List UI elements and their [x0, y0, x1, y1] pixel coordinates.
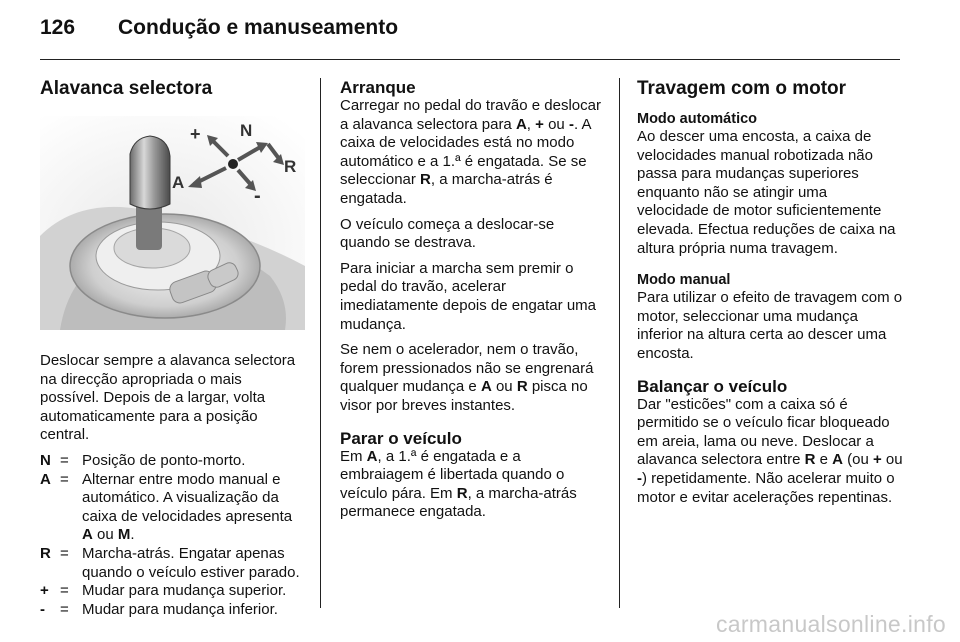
definition-separator: =: [60, 544, 69, 562]
definition-key: A: [40, 470, 51, 488]
definition-text: Mudar para mudança inferior.: [82, 600, 278, 618]
definition-key: -: [40, 600, 45, 618]
definition-separator: =: [60, 470, 69, 488]
definition-row: [40, 545, 305, 582]
column-divider-1: [320, 78, 321, 608]
definition-text: Alternar entre modo manual e automático. A visualização da caixa de velocidades apresenta A ou M.: [82, 470, 293, 544]
column-engine-braking: [637, 78, 903, 514]
definition-row: [40, 601, 305, 620]
label-a: A: [172, 173, 185, 192]
start-paragraph-1: Carregar no pedal do travão e deslocar a alavanca selectora para A, + ou -. A caixa de velocidades está no modo automático e a 1.ª é engatada. Se se seleccionar R, a marcha-atrás é engatada.: [340, 97, 601, 207]
rocking-paragraph: Dar "esticões" com a caixa só é permitido se o veículo ficar bloqueado em areia, lama ou neve. Deslocar a alavanca selectora entre R e A (ou + ou -) repetidamente. Não acelerar muito o motor e evitar acelerações repentinas.: [637, 395, 903, 506]
definition-separator: =: [60, 451, 69, 469]
stop-paragraph: Em A, a 1.ª é engatada e a embraiagem é libertada quando o veículo pára. Em R, a marcha-atrás permanece engatada.: [340, 447, 577, 521]
column-divider-2: [619, 78, 620, 608]
start-paragraph-3: Para iniciar a marcha sem premir o pedal do travão, acelerar imediatamente depois de engatar uma mudança.: [340, 259, 596, 333]
heading-stop: Parar o veículo: [340, 428, 462, 448]
column-selector-lever: [40, 78, 305, 619]
definition-text: Marcha-atrás. Engatar apenas quando o veículo estiver parado.: [82, 544, 300, 581]
definition-text: Posição de ponto-morto.: [82, 451, 246, 469]
label-minus: -: [254, 185, 261, 207]
page-header: [40, 16, 900, 48]
heading-rocking: Balançar o veículo: [637, 376, 788, 396]
intro-paragraph: Deslocar sempre a alavanca selectora na direcção apropriada o mais possível. Depois de a largar, volta automaticamente para a posição central.: [40, 352, 296, 444]
label-plus: +: [190, 124, 201, 144]
definition-separator: =: [60, 582, 69, 600]
definition-key: +: [40, 582, 49, 600]
column-start-stop: [340, 78, 605, 529]
manual-mode-paragraph: Para utilizar o efeito de travagem com o motor, seleccionar uma mudança inferior na altura certa ao descer uma encosta.: [637, 289, 903, 362]
start-paragraph-2: O veículo começa a deslocar-se quando se destrava.: [340, 215, 555, 252]
definition-separator: =: [60, 600, 69, 618]
auto-mode-paragraph: Ao descer uma encosta, a caixa de velocidades manual robotizada não passa para mudanças superiores enquanto não se atingir uma velocidade de motor suficientemente elevada. Efectua reduções de caixa na altura própria numa travagem.: [637, 128, 896, 257]
section-title-engine-braking: Travagem com o motor: [637, 78, 847, 99]
definition-row: [40, 582, 305, 601]
start-paragraph-4: Se nem o acelerador, nem o travão, forem pressionados não se engrenará qualquer mudança e A ou R pisca no visor por breves instantes.: [340, 341, 594, 414]
definition-key: N: [40, 451, 51, 469]
chapter-title: Condução e manuseamento: [118, 16, 399, 39]
header-divider: [40, 59, 900, 60]
subheading-auto-mode: Modo automático: [637, 111, 758, 127]
definition-key: R: [40, 544, 51, 562]
label-n: N: [240, 121, 253, 140]
label-r: R: [284, 157, 297, 176]
gear-selector-illustration: [40, 116, 305, 330]
page-number: 126: [40, 16, 76, 39]
definition-row: [40, 471, 305, 545]
subheading-manual-mode: Modo manual: [637, 272, 731, 289]
definition-text: Mudar para mudança superior.: [82, 582, 287, 600]
heading-start: Arranque: [340, 78, 416, 97]
section-title-selector-lever: Alavanca selectora: [40, 78, 213, 99]
gear-selector-svg: [40, 116, 305, 330]
definition-row: [40, 452, 305, 471]
position-definitions: [40, 452, 305, 619]
watermark: carmanualsonline.info: [715, 611, 946, 637]
